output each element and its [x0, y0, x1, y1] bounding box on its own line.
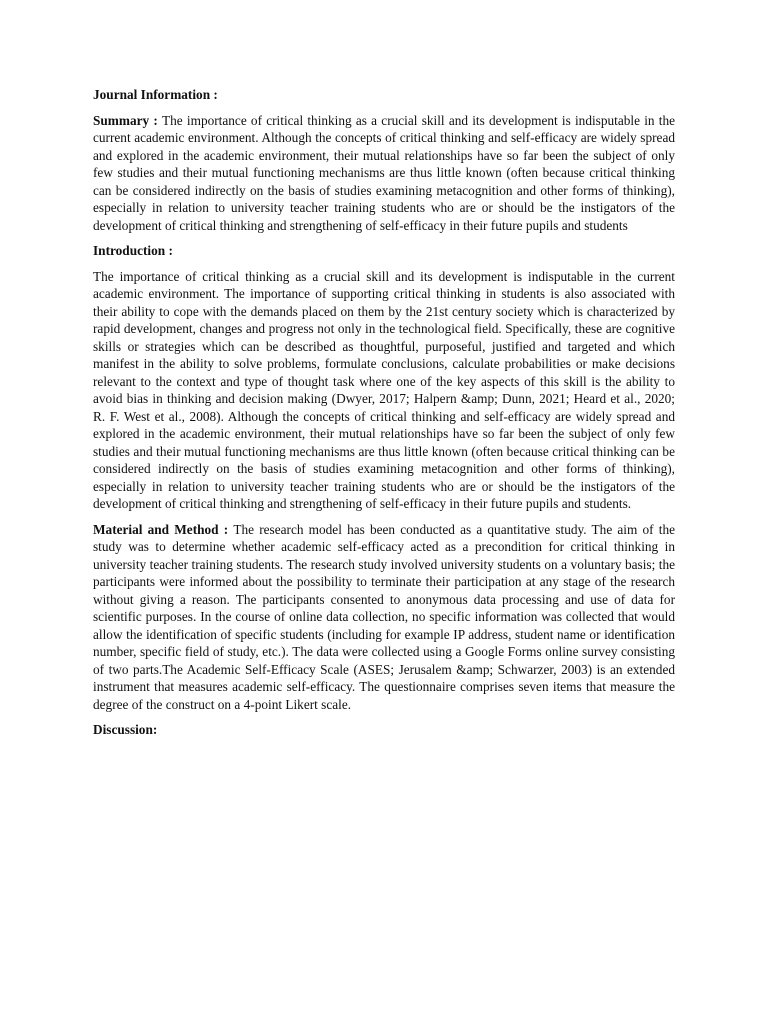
summary-paragraph [93, 112, 675, 235]
introduction-heading: Introduction : [93, 243, 173, 258]
introduction-paragraph: The importance of critical thinking as a crucial skill and its development is indisputable in the current academic environment. The importance of supporting critical thinking in students is also associated with their ability to cope with the demands placed on them by the 21st century society which is characterized by rapid development, changes and progress not only in the technological field. Specifically, these are cognitive skills or strategies which can be described as thoughtful, purposeful, justified and targeted and which manifest in the ability to solve problems, formulate conclusions, calculate probabilities or make decisions relevant to the context and type of thought task where one of the key aspects of this skill is the ability to avoid bias in thinking and decision making (Dwyer, 2017; Halpern &amp; Dunn, 2021; Heard et al., 2020; R. F. West et al., 2008). Although the concepts of critical thinking and self-efficacy are widely spread and explored in the academic environment, their mutual relationships have so far been the subject of only few studies and their mutual functioning mechanisms are thus little known (often because critical thinking can be considered indirectly on the basis of studies examining metacognition and other forms of thinking), especially in relation to university teacher training students who are or should be the instigators of the development of critical thinking and strengthening of self-efficacy in their future pupils and students. [93, 268, 675, 511]
discussion-heading: Discussion: [93, 722, 158, 737]
summary-text: The importance of critical thinking as a crucial skill and its development is indisputable in the current academic environment. Although the concepts of critical thinking and self-efficacy are widely spread and explored in the academic environment, their mutual relationships have so far been the subject of only few studies and their mutual functioning mechanisms are thus little known (often because critical thinking can be considered indirectly on the basis of studies examining metacognition and other forms of thinking), especially in relation to university teacher training students who are or should be the instigators of the development of critical thinking and strengthening of self-efficacy in their future pupils and students [93, 112, 676, 233]
method-label: Material and Method : [93, 521, 234, 537]
journal-information-heading: Journal Information : [93, 87, 218, 102]
summary-label: Summary : [93, 112, 163, 128]
method-paragraph [93, 521, 675, 714]
document-page [93, 86, 675, 747]
method-text: The research model has been conducted as a quantitative study. The aim of the study was to determine whether academic self-efficacy acted as a precondition for critical thinking in university teacher training students. The research study involved university students on a voluntary basis; the participants were informed about the possibility to terminate their participation at any stage of the research without giving a reason. The participants consented to anonymous data processing and use of data for scientific purposes. In the course of online data collection, no specific information was collected that would allow the identification of specific students (including for example IP address, student name or identification number, specific field of study, etc.). The data were collected using a Google Forms online survey consisting of two parts.The Academic Self-Efficacy Scale (ASES; Jerusalem &amp; Schwarzer, 2003) is an extended instrument that measures academic self-efficacy. The questionnaire comprises seven items that measure the degree of the construct on a 4-point Likert scale. [93, 521, 676, 712]
